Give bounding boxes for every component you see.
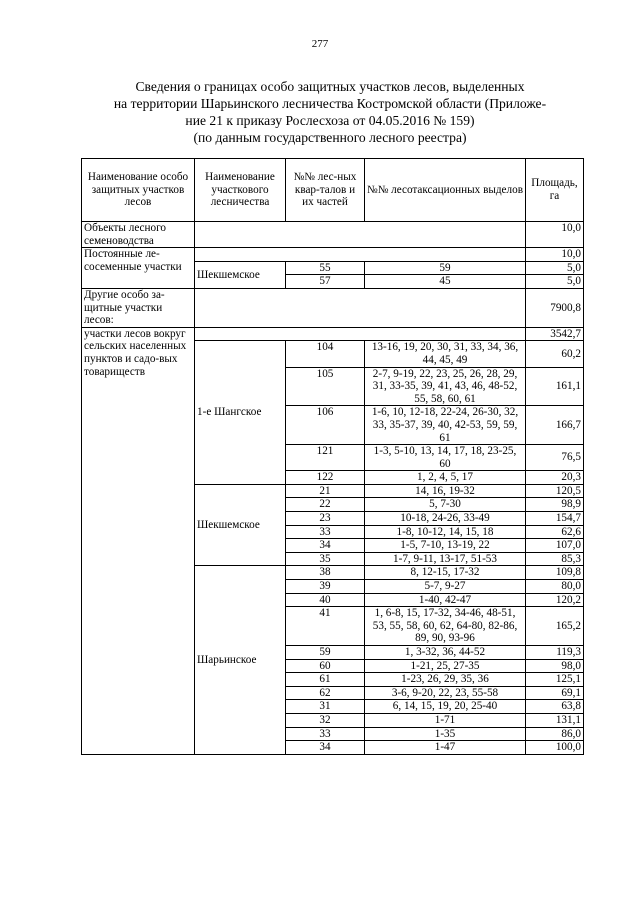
plots-cell: 1-6, 10, 12-18, 22-24, 26-30, 32, 33, 35-37, 39, 40, 42-53, 59, 59, 61 (365, 406, 526, 445)
area-cell: 119,3 (526, 646, 584, 660)
plots-cell: 1-71 (365, 713, 526, 727)
header-area-name: Наименование особо защитных участков лесов (82, 159, 195, 222)
area-cell: 80,0 (526, 580, 584, 594)
area-cell: 98,9 (526, 498, 584, 512)
quarter-cell: 39 (286, 580, 365, 594)
forestry-name: Шекшемское (195, 484, 286, 566)
title-line: Сведения о границах особо защитных участков лесов, выделенных (135, 79, 525, 94)
quarter-cell: 33 (286, 727, 365, 741)
area-cell: 62,6 (526, 525, 584, 539)
quarter-cell: 105 (286, 367, 365, 406)
area-cell: 86,0 (526, 727, 584, 741)
quarter-cell: 35 (286, 552, 365, 566)
row-label-other: Другие особо за-щитные участки лесов: (82, 288, 195, 327)
plots-cell: 1-35 (365, 727, 526, 741)
title-line: на территории Шарьинского лесничества Костромской области (Приложе- (113, 96, 547, 111)
header-plots: №№ лесотаксационных выделов (365, 159, 526, 222)
table-header-row (82, 159, 584, 222)
title-line: (по данным государственного лесного реестра) (193, 130, 467, 145)
quarter-cell: 34 (286, 539, 365, 553)
quarter-cell: 32 (286, 713, 365, 727)
plots-cell: 1-5, 7-10, 13-19, 22 (365, 539, 526, 553)
document-title (80, 78, 580, 146)
plots-cell: 1-21, 25, 27-35 (365, 659, 526, 673)
quarter-cell: 122 (286, 471, 365, 485)
area-cell: 166,7 (526, 406, 584, 445)
area-cell: 120,5 (526, 484, 584, 498)
plots-cell: 10-18, 24-26, 33-49 (365, 512, 526, 526)
title-line: ние 21 к приказу Рослесхоза от 04.05.2016 № 159) (185, 113, 475, 128)
plots-cell: 13-16, 19, 20, 30, 31, 33, 34, 36, 44, 45, 49 (365, 341, 526, 367)
quarter-cell: 59 (286, 646, 365, 660)
plots-cell: 14, 16, 19-32 (365, 484, 526, 498)
quarter-cell: 34 (286, 741, 365, 755)
table-row (82, 222, 584, 248)
forestry-name: Шарьинское (195, 566, 286, 754)
area-cell: 120,2 (526, 593, 584, 607)
forestry-name: Шекшемское (195, 261, 286, 288)
table-row (82, 327, 584, 341)
plots-cell: 1, 3-32, 36, 44-52 (365, 646, 526, 660)
area-cell: 161,1 (526, 367, 584, 406)
forestry-name: 1-е Шангское (195, 341, 286, 485)
area-cell: 60,2 (526, 341, 584, 367)
area-cell: 63,8 (526, 700, 584, 714)
header-forestry: Наименование участкового лесничества (195, 159, 286, 222)
area-cell: 98,0 (526, 659, 584, 673)
quarter-cell: 33 (286, 525, 365, 539)
quarter-cell: 104 (286, 341, 365, 367)
quarter-cell: 62 (286, 686, 365, 700)
quarter-cell: 61 (286, 673, 365, 687)
plots-cell: 45 (365, 275, 526, 289)
forest-areas-table (81, 158, 584, 755)
area-cell: 165,2 (526, 607, 584, 646)
area-cell: 107,0 (526, 539, 584, 553)
plots-cell: 2-7, 9-19, 22, 23, 25, 26, 28, 29, 31, 33-35, 39, 41, 43, 46, 48-52, 55, 58, 60, 61 (365, 367, 526, 406)
plots-cell: 1, 2, 4, 5, 17 (365, 471, 526, 485)
area-cell: 10,0 (526, 222, 584, 248)
plots-cell: 1-3, 5-10, 13, 14, 17, 18, 23-25, 60 (365, 445, 526, 471)
empty-cell (195, 222, 526, 248)
area-cell: 76,5 (526, 445, 584, 471)
empty-cell (195, 327, 526, 341)
quarter-cell: 106 (286, 406, 365, 445)
quarter-cell: 23 (286, 512, 365, 526)
page-number: 277 (311, 38, 329, 50)
row-label-permanent-seed: Постоянные ле-сосеменные участки (82, 248, 195, 289)
area-cell: 100,0 (526, 741, 584, 755)
quarter-cell: 57 (286, 275, 365, 289)
plots-cell: 3-6, 9-20, 22, 23, 55-58 (365, 686, 526, 700)
empty-cell (195, 248, 526, 262)
quarter-cell: 21 (286, 484, 365, 498)
header-area: Площадь, га (526, 159, 584, 222)
plots-cell: 1-7, 9-11, 13-17, 51-53 (365, 552, 526, 566)
area-cell: 125,1 (526, 673, 584, 687)
empty-cell (195, 288, 526, 327)
area-cell: 131,1 (526, 713, 584, 727)
plots-cell: 1-8, 10-12, 14, 15, 18 (365, 525, 526, 539)
plots-cell: 5-7, 9-27 (365, 580, 526, 594)
area-cell: 85,3 (526, 552, 584, 566)
area-cell: 5,0 (526, 261, 584, 275)
table-row (82, 288, 584, 327)
area-cell: 69,1 (526, 686, 584, 700)
quarter-cell: 38 (286, 566, 365, 580)
plots-cell: 59 (365, 261, 526, 275)
row-label-seed-objects: Объекты лесного семеноводства (82, 222, 195, 248)
quarter-cell: 60 (286, 659, 365, 673)
quarter-cell: 121 (286, 445, 365, 471)
plots-cell: 1-23, 26, 29, 35, 36 (365, 673, 526, 687)
area-cell: 20,3 (526, 471, 584, 485)
plots-cell: 1-47 (365, 741, 526, 755)
quarter-cell: 55 (286, 261, 365, 275)
plots-cell: 8, 12-15, 17-32 (365, 566, 526, 580)
area-cell: 154,7 (526, 512, 584, 526)
plots-cell: 1, 6-8, 15, 17-32, 34-46, 48-51, 53, 55, 58, 60, 62, 64-80, 82-86, 89, 90, 93-96 (365, 607, 526, 646)
plots-cell: 6, 14, 15, 19, 20, 25-40 (365, 700, 526, 714)
area-cell: 10,0 (526, 248, 584, 262)
quarter-cell: 41 (286, 607, 365, 646)
quarter-cell: 40 (286, 593, 365, 607)
quarter-cell: 22 (286, 498, 365, 512)
quarter-cell: 31 (286, 700, 365, 714)
table-row (82, 248, 584, 262)
area-cell: 7900,8 (526, 288, 584, 327)
header-quarters: №№ лес-ных квар-талов и их частей (286, 159, 365, 222)
area-cell: 109,8 (526, 566, 584, 580)
plots-cell: 1-40, 42-47 (365, 593, 526, 607)
area-cell: 5,0 (526, 275, 584, 289)
row-label-village: участки лесов вокруг сельских населенных пунктов и садо-вых товариществ (82, 327, 195, 754)
area-cell: 3542,7 (526, 327, 584, 341)
plots-cell: 5, 7-30 (365, 498, 526, 512)
